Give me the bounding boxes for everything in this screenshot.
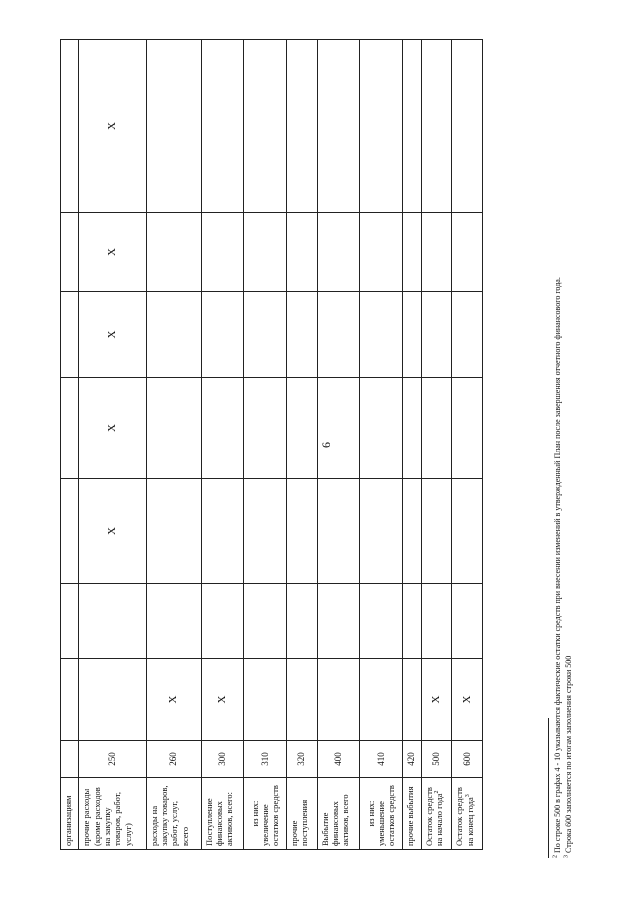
empty-cell (287, 292, 317, 378)
empty-cell (360, 479, 403, 584)
empty-cell (79, 584, 146, 659)
empty-cell (452, 378, 483, 479)
row-name: Выбытие финансовых активов, всего (319, 794, 351, 846)
row-name-cell (146, 778, 201, 850)
row-code: 500 (421, 741, 451, 778)
empty-cell (146, 292, 201, 378)
row-name: организациям (63, 795, 73, 846)
empty-cell (452, 584, 483, 659)
x-mark-cell: X (79, 213, 146, 292)
empty-cell (287, 659, 317, 741)
table-row (287, 40, 317, 850)
empty-cell (244, 378, 287, 479)
empty-cell (403, 213, 422, 292)
row-name: Остаток средств на начало года (423, 787, 445, 846)
row-code: 410 (360, 741, 403, 778)
row-name: прочие поступления (289, 799, 310, 846)
empty-cell (360, 213, 403, 292)
row-name-cell (403, 778, 422, 850)
row-name: расходы на закупку товаров, работ, услуг, всего (148, 785, 190, 846)
table-row (452, 40, 483, 850)
table-row (201, 40, 244, 850)
empty-cell (201, 213, 244, 292)
empty-cell (201, 292, 244, 378)
x-mark-cell: X (146, 659, 201, 741)
table-container (60, 40, 483, 850)
page-number: 6 (319, 442, 333, 448)
empty-cell (244, 213, 287, 292)
row-name: увеличение остатков средств (259, 785, 281, 846)
empty-cell (244, 479, 287, 584)
row-code: 250 (79, 741, 146, 778)
x-mark-cell: X (79, 40, 146, 213)
empty-cell (201, 378, 244, 479)
empty-cell (61, 378, 79, 479)
empty-cell (317, 659, 360, 741)
footnote-ref: 3 (464, 794, 471, 798)
empty-cell (421, 378, 451, 479)
empty-cell (61, 213, 79, 292)
table-row (317, 40, 360, 850)
row-name: прочие расходы (кроме расходов на закупку товаров, работ, услуг) (81, 787, 133, 846)
row-code: 320 (287, 741, 317, 778)
empty-cell (287, 378, 317, 479)
empty-cell (403, 292, 422, 378)
row-subheading: из них: (249, 800, 260, 827)
row-name: Поступление финансовых активов, всего: (203, 791, 235, 846)
table-row (421, 40, 451, 850)
empty-cell (421, 292, 451, 378)
empty-cell (421, 584, 451, 659)
x-mark-cell: X (79, 378, 146, 479)
budget-table (60, 39, 483, 850)
empty-cell (452, 479, 483, 584)
empty-cell (61, 659, 79, 741)
empty-cell (146, 213, 201, 292)
empty-cell (317, 40, 360, 213)
empty-cell (403, 40, 422, 213)
row-code: 420 (403, 741, 422, 778)
empty-cell (244, 292, 287, 378)
footnote-2: $^2$ По строке 500 в графах 4 - 10 указываются фактические остатки средств при внесении изменений в утвержденный План после завершения отчетного финансового года. (552, 277, 562, 858)
row-code: 600 (452, 741, 483, 778)
empty-cell (360, 659, 403, 741)
empty-cell (403, 659, 422, 741)
empty-cell (146, 378, 201, 479)
row-name-cell (79, 778, 146, 850)
empty-cell (452, 292, 483, 378)
empty-cell (421, 40, 451, 213)
table-row (360, 40, 403, 850)
empty-cell (403, 378, 422, 479)
row-code: 300 (201, 741, 244, 778)
empty-cell (201, 40, 244, 213)
row-name-cell (421, 778, 451, 850)
table-row (61, 40, 79, 850)
footnote-ref: 2 (434, 790, 441, 794)
empty-cell (244, 584, 287, 659)
empty-cell (287, 479, 317, 584)
empty-cell (287, 584, 317, 659)
empty-cell (61, 584, 79, 659)
empty-cell (287, 40, 317, 213)
empty-cell (146, 584, 201, 659)
row-name-cell (61, 778, 79, 850)
empty-cell (360, 40, 403, 213)
row-name-cell (244, 778, 287, 850)
table-row (403, 40, 422, 850)
empty-cell (317, 213, 360, 292)
empty-cell (452, 40, 483, 213)
row-code: 260 (146, 741, 201, 778)
row-code (61, 741, 79, 778)
empty-cell (317, 584, 360, 659)
x-mark-cell: X (201, 659, 244, 741)
row-code: 400 (317, 741, 360, 778)
empty-cell (403, 584, 422, 659)
empty-cell (360, 584, 403, 659)
empty-cell (146, 40, 201, 213)
x-mark-cell: X (452, 659, 483, 741)
empty-cell (201, 584, 244, 659)
row-name-cell (452, 778, 483, 850)
empty-cell (61, 292, 79, 378)
x-mark-cell: X (79, 479, 146, 584)
empty-cell (317, 292, 360, 378)
empty-cell (201, 479, 244, 584)
empty-cell (146, 479, 201, 584)
table-row (79, 40, 146, 850)
empty-cell (421, 213, 451, 292)
row-name: прочие выбытия (405, 786, 416, 846)
empty-cell (61, 479, 79, 584)
empty-cell (360, 292, 403, 378)
row-name: Остаток средств на конец года (454, 787, 475, 846)
table-row (244, 40, 287, 850)
empty-cell (287, 213, 317, 292)
empty-cell (360, 378, 403, 479)
empty-cell (403, 479, 422, 584)
empty-cell (61, 40, 79, 213)
row-name-cell (201, 778, 244, 850)
row-name-cell (287, 778, 317, 850)
x-mark-cell: X (421, 659, 451, 741)
row-name-cell (360, 778, 403, 850)
empty-cell (244, 40, 287, 213)
row-name-cell (317, 778, 360, 850)
empty-cell (317, 479, 360, 584)
empty-cell (244, 659, 287, 741)
table-row (146, 40, 201, 850)
empty-cell (79, 659, 146, 741)
x-mark-cell: X (79, 292, 146, 378)
empty-cell (452, 213, 483, 292)
footnotes (548, 277, 608, 858)
row-name: уменьшение остатков средств (375, 785, 397, 846)
row-subheading: из них: (365, 800, 376, 827)
row-code: 310 (244, 741, 287, 778)
empty-cell (421, 479, 451, 584)
empty-cell (317, 378, 360, 479)
footnote-3: $^3$ Строка 600 заполняется по итогам заполнения строки 500 (563, 655, 573, 858)
